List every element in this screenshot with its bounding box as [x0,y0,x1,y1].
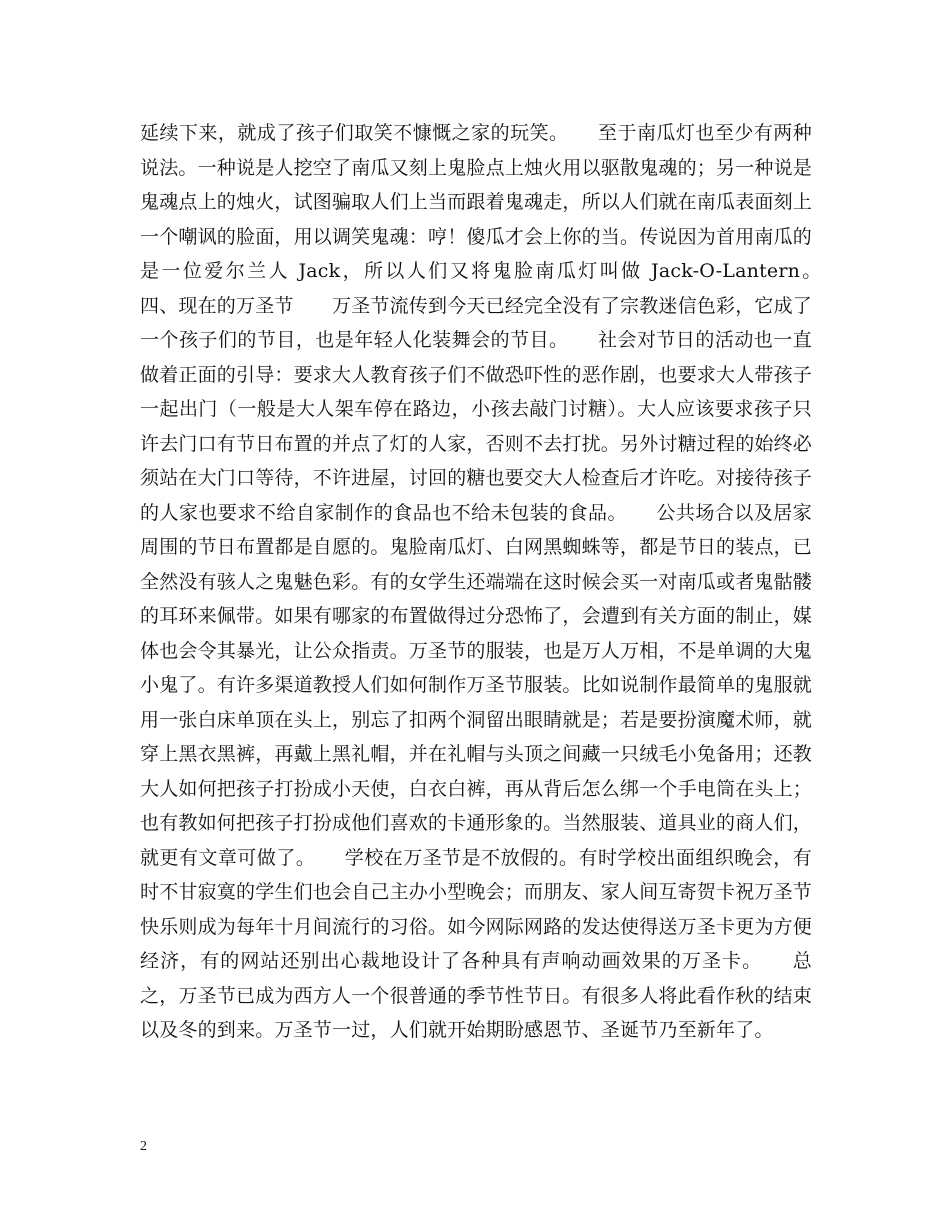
body-paragraph: 延续下来，就成了孩子们取笑不慷慨之家的玩笑。 至于南瓜灯也至少有两种说法。一种说是人挖空了南瓜又刻上鬼脸点上烛火用以驱散鬼魂的；另一种说是鬼魂点上的烛火，试图骗取人们上当而跟着鬼魂走，所以人们就在南瓜表面刻上一个嘲讽的脸面，用以调笑鬼魂：哼！傻瓜才会上你的当。传说因为首用南瓜的是一位爱尔兰人 Jack，所以人们又将鬼脸南瓜灯叫做 Jack-O-Lantern。 四、现在的万圣节 万圣节流传到今天已经完全没有了宗教迷信色彩，它成了一个孩子们的节目，也是年轻人化装舞会的节目。 社会对节日的活动也一直做着正面的引导：要求大人教育孩子们不做恐吓性的恶作剧，也要求大人带孩子一起出门（一般是大人架车停在路边，小孩去敲门讨糖）。大人应该要求孩子只许去门口有节日布置的并点了灯的人家，否则不去打扰。另外讨糖过程的始终必须站在大门口等待，不许进屋，讨回的糖也要交大人检查后才许吃。对接待孩子的人家也要求不给自家制作的食品也不给未包装的食品。 公共场合以及居家周围的节日布置都是自愿的。鬼脸南瓜灯、白网黑蜘蛛等，都是节日的装点，已全然没有骇人之鬼魅色彩。有的女学生还端端在这时候会买一对南瓜或者鬼骷髅的耳环来佩带。如果有哪家的布置做得过分恐怖了，会遭到有关方面的制止，媒体也会令其暴光，让公众指责。万圣节的服装，也是万人万相，不是单调的大鬼小鬼了。有许多渠道教授人们如何制作万圣节服装。比如说制作最简单的鬼服就用一张白床单顶在头上，别忘了扣两个洞留出眼睛就是；若是要扮演魔术师，就穿上黑衣黑裤，再戴上黑礼帽，并在礼帽与头顶之间藏一只绒毛小兔备用；还教大人如何把孩子打扮成小天使，白衣白裤，再从背后怎么绑一个手电筒在头上；也有教如何把孩子打扮成他们喜欢的卡通形象的。当然服装、道具业的商人们，就更有文章可做了。 学校在万圣节是不放假的。有时学校出面组织晚会，有时不甘寂寞的学生们也会自己主办小型晚会；而朋友、家人间互寄贺卡祝万圣节快乐则成为每年十月间流行的习俗。如今网际网路的发达使得送万圣卡更为方便经济，有的网站还别出心裁地设计了各种具有声响动画效果的万圣卡。 总之，万圣节已成为西方人一个很普通的季节性节日。有很多人将此看作秋的结束以及冬的到来。万圣节一过，人们就开始期盼感恩节、圣诞节乃至新年了。 [140,122,851,1041]
page-number: 2 [140,1139,147,1154]
body-text [140,116,851,1048]
